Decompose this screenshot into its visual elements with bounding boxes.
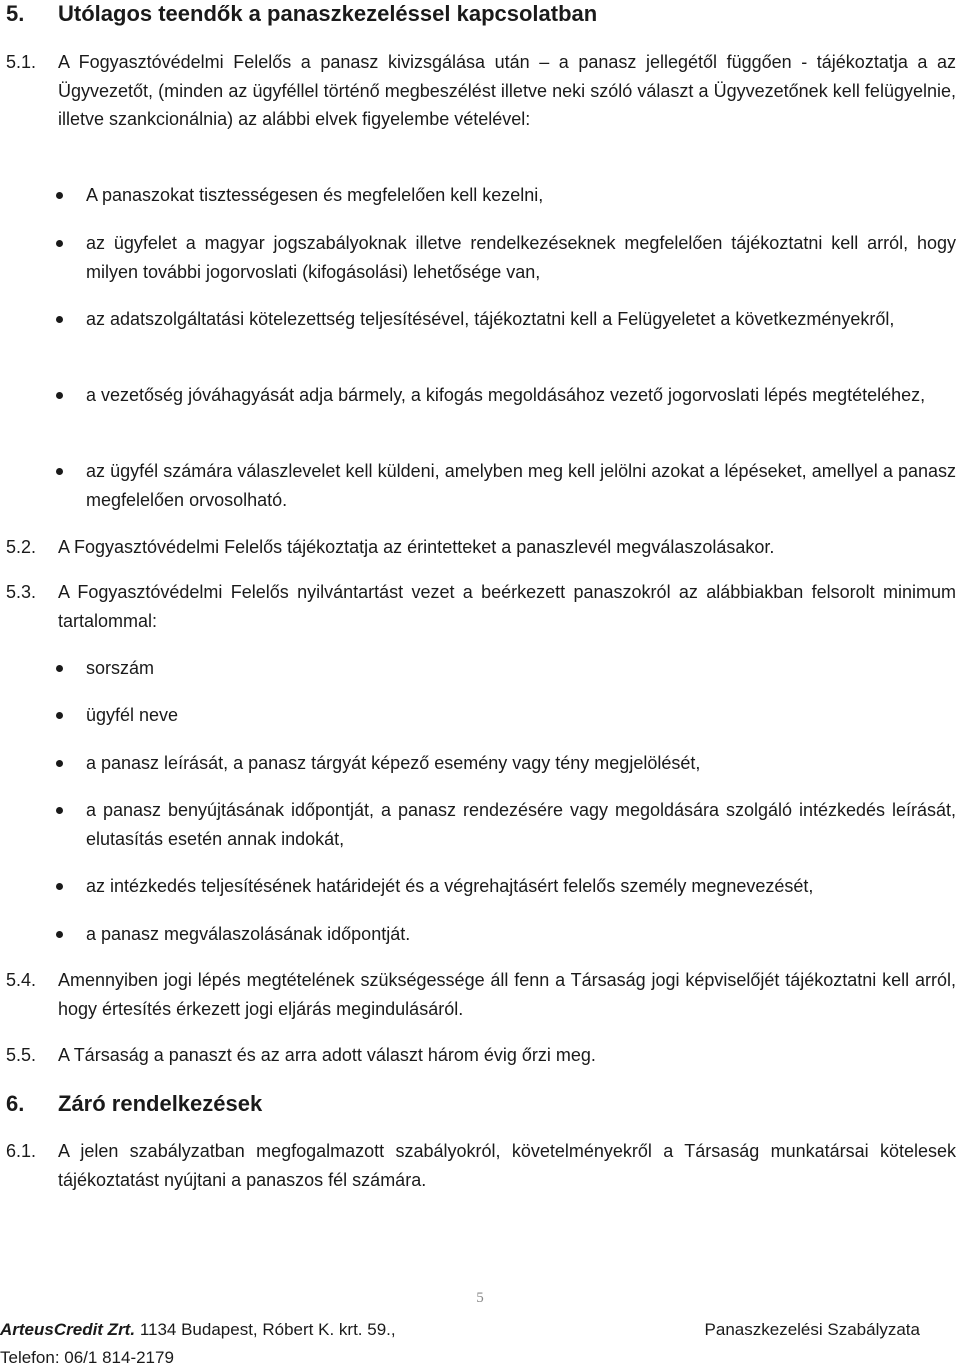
bullet-icon [56,931,63,938]
company-name: ArteusCredit Zrt. [0,1320,136,1339]
list-item-text: az ügyfél számára válaszlevelet kell küldeni, amelyben meg kell jelölni azokat a lépéseket, amellyel a panasz megfelelően orvosolható. [86,461,956,510]
section-6-number: 6. [6,1091,25,1116]
list-item-text: a vezetőség jóváhagyását adja bármely, a kifogás megoldásához vezető jogorvoslati lépés megtételéhez, [86,385,926,405]
paragraph-text: A Fogyasztóvédelmi Felelős nyilvántartást vezet a beérkezett panaszokról az alábbiakban felsorolt minimum tartalommal: [58,582,956,631]
paragraph-number: 6.1. [6,1141,37,1161]
paragraph-number: 5.1. [6,52,37,72]
company-address: 1134 Budapest, Róbert K. krt. 59., [139,1320,396,1339]
list-item-text: az ügyfelet a magyar jogszabályoknak illetve rendelkezéseknek megfelelően tájékoztatni kell arról, hogy milyen további jogorvoslati (kifogásolási) lehetősége van, [86,233,956,282]
list-item [56,654,956,683]
list-item [56,701,956,730]
list-item [56,181,956,210]
list-item-text: A panaszokat tisztességesen és megfelelően kell kezelni, [86,185,544,205]
paragraph-number: 5.3. [6,582,37,602]
bullet-icon [56,760,63,767]
paragraph-number: 5.5. [6,1045,37,1065]
paragraph-text: Amennyiben jogi lépés megtételének szükségessége áll fenn a Társaság jogi képviselőjét tájékoztatni kell arról, hogy értesítés érkezett jogi eljárás megindulásáról. [58,970,956,1019]
bullet-icon [56,712,63,719]
list-item [56,749,956,778]
list-item [56,457,956,514]
list-item-text: a panasz leírását, a panasz tárgyát képező esemény vagy tény megjelölését, [86,753,701,773]
bullet-icon [56,665,63,672]
bullet-icon [56,240,63,247]
section-5-heading [6,0,597,28]
list-item [56,305,956,334]
list-item [56,796,956,853]
footer-document-title: Panaszkezelési Szabályzata [704,1320,920,1339]
paragraph-number: 5.2. [6,537,37,557]
paragraph-text: A Társaság a panaszt és az arra adott választ három évig őrzi meg. [58,1045,596,1065]
paragraph-text: A Fogyasztóvédelmi Felelős a panasz kivizsgálása után – a panasz jellegétől függően - tájékoztatja a az Ügyvezetőt, (minden az ügyféllel történő megbeszélést illetve neki szóló választ a Ügyvezetőnek kell felügyelnie, illetve szankcionálnia) az alábbi elvek figyelembe vételével: [58,52,956,129]
bullet-icon [56,316,63,323]
list-item-text: az intézkedés teljesítésének határidejét és a végrehajtásért felelős személy megnevezését, [86,876,814,896]
bullet-icon [56,468,63,475]
footer-company-info [0,1316,396,1372]
list-item-text: ügyfél neve [86,705,179,725]
company-phone: Telefon: 06/1 814-2179 [0,1348,174,1367]
list-item-text: az adatszolgáltatási kötelezettség teljesítésével, tájékoztatni kell a Felügyeletet a következményekről, [86,309,895,329]
bullet-icon [56,192,63,199]
section-6-title: Záró rendelkezések [58,1091,263,1116]
paragraph-text: A Fogyasztóvédelmi Felelős tájékoztatja az érintetteket a panaszlevél megválaszolásakor. [58,537,775,557]
list-item [56,920,956,949]
paragraph-5-1 [6,48,956,134]
section-6-heading [6,1090,262,1118]
bullet-icon [56,807,63,814]
page-number: 5 [476,1290,484,1306]
section-5-title: Utólagos teendők a panaszkezeléssel kapcsolatban [58,1,598,26]
bullet-icon [56,392,63,399]
list-item [56,872,956,901]
list-item-text: sorszám [86,658,155,678]
paragraph-6-1 [6,1137,956,1194]
list-item-text: a panasz benyújtásának időpontját, a panasz rendezésére vagy megoldására szolgáló intézkedés leírását, elutasítás esetén annak indokát, [86,800,956,849]
list-item [56,381,956,410]
section-5-number: 5. [6,1,25,26]
list-item-text: a panasz megválaszolásának időpontját. [86,924,411,944]
paragraph-text: A jelen szabályzatban megfogalmazott szabályokról, követelményekről a Társaság munkatársai kötelesek tájékoztatást nyújtani a panaszos fél számára. [58,1141,956,1190]
paragraph-5-2 [6,533,956,562]
list-item [56,229,956,286]
paragraph-number: 5.4. [6,970,37,990]
paragraph-5-4 [6,966,956,1023]
bullet-icon [56,883,63,890]
paragraph-5-5 [6,1041,956,1070]
paragraph-5-3 [6,578,956,635]
